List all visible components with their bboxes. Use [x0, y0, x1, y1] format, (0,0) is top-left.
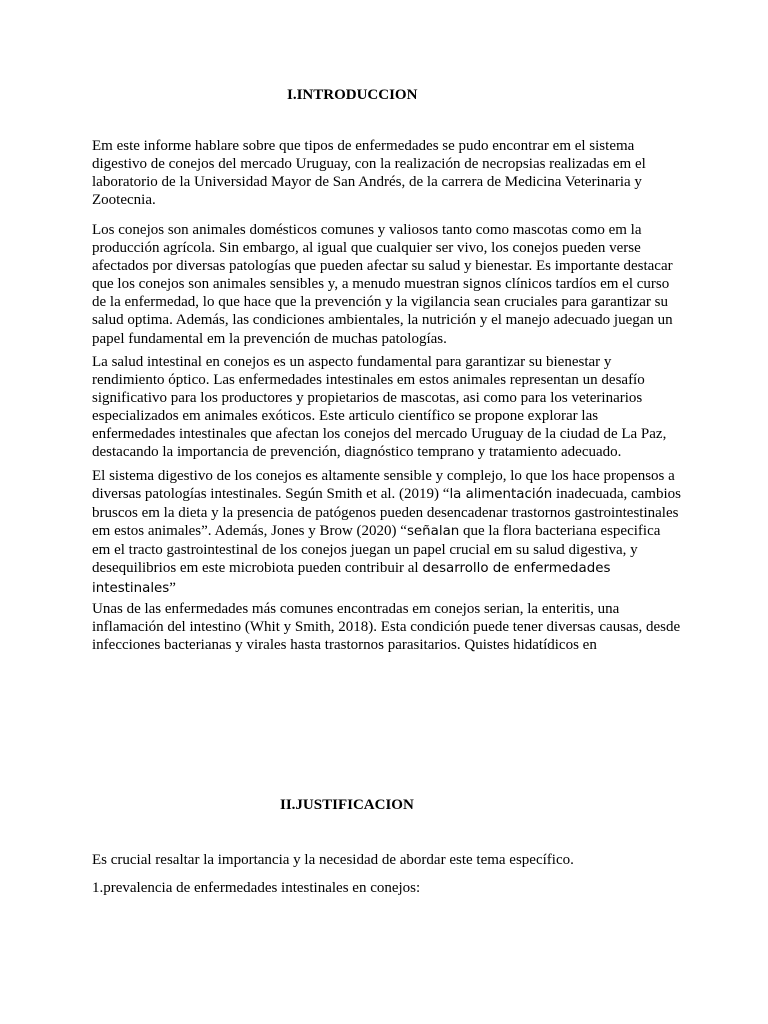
- quote-1-start: la alimentación: [449, 487, 553, 503]
- section-heading-introduccion: I.INTRODUCCION: [287, 87, 418, 103]
- quote-2-end: desarrollo de enfermedades intestinales: [92, 561, 611, 596]
- paragraph-intro-3: La salud intestinal en conejos es un aspecto fundamental para garantizar su bienestar y rendimiento óptico. Las enfermedades intestinales em estos animales representan un desafío significativo para los productores y propietarios de mascotas, asi como para los veterinarios especializados em animales exóticos. Este articulo científico se propone explorar las enfermedades intestinales que afectan los conejos del mercado Uruguay de la ciudad de La Paz, destacando la importancia de prevención, diagnóstico temprano y tratamiento adecuado.: [92, 354, 667, 461]
- paragraph-intro-4: [92, 467, 682, 598]
- paragraph-4-text-1: El sistema digestivo de los conejos es altamente sensible y complejo, lo que los hace propensos a diversas patologías intestinales. Según Smith et al. (2019) “: [92, 468, 675, 503]
- paragraph-4-text-2: inadecuada, cambios bruscos em la dieta y la presencia de patógenos pueden desencadenar trastornos gastrointestinales em estos animales”. Además, Jones y Brow (2020) “: [92, 486, 681, 540]
- paragraph-4-text-4: ”: [169, 579, 176, 596]
- paragraph-intro-5: Unas de las enfermedades más comunes encontradas em conejos serian, la enteritis, una inflamación del intestino (Whit y Smith, 2018). Esta condición puede tener diversas causas, desde infecciones bacterianas y virales hasta trastornos parasitarios. Quistes hidatídicos en: [92, 601, 681, 654]
- paragraph-intro-1: Em este informe hablare sobre que tipos de enfermedades se pudo encontrar em el sistema digestivo de conejos del mercado Uruguay, con la realización de necropsias realizadas em el laboratorio de la Universidad Mayor de San Andrés, de la carrera de Medicina Veterinaria y Zootecnia.: [92, 138, 646, 209]
- list-item-prevalencia: 1.prevalencia de enfermedades intestinales en conejos:: [92, 880, 421, 896]
- quote-2-start: señalan: [406, 524, 460, 540]
- paragraph-4-text-3: que la flora bacteriana especifica em el tracto gastrointestinal de los conejos juegan un papel crucial em su salud digestiva, y desequilibrios em este microbiota pueden contribuir al: [92, 523, 661, 577]
- paragraph-intro-2: Los conejos son animales domésticos comunes y valiosos tanto como mascotas como em la producción agrícola. Sin embargo, al igual que cualquier ser vivo, los conejos pueden verse afectados por diversas patologías que pueden afectar su salud y bienestar. Es importante destacar que los conejos son animales sensibles y, a menudo muestran signos clínicos tardíos em el curso de la enfermedad, lo que hace que la prevención y la vigilancia sean cruciales para garantizar su salud optima. Además, las condiciones ambientales, la nutrición y el manejo adecuado juegan un papel fundamental em la prevención de muchas patologías.: [92, 222, 673, 347]
- paragraph-justificacion-1: Es crucial resaltar la importancia y la necesidad de abordar este tema específico.: [92, 852, 574, 868]
- section-heading-justificacion: II.JUSTIFICACION: [280, 797, 414, 813]
